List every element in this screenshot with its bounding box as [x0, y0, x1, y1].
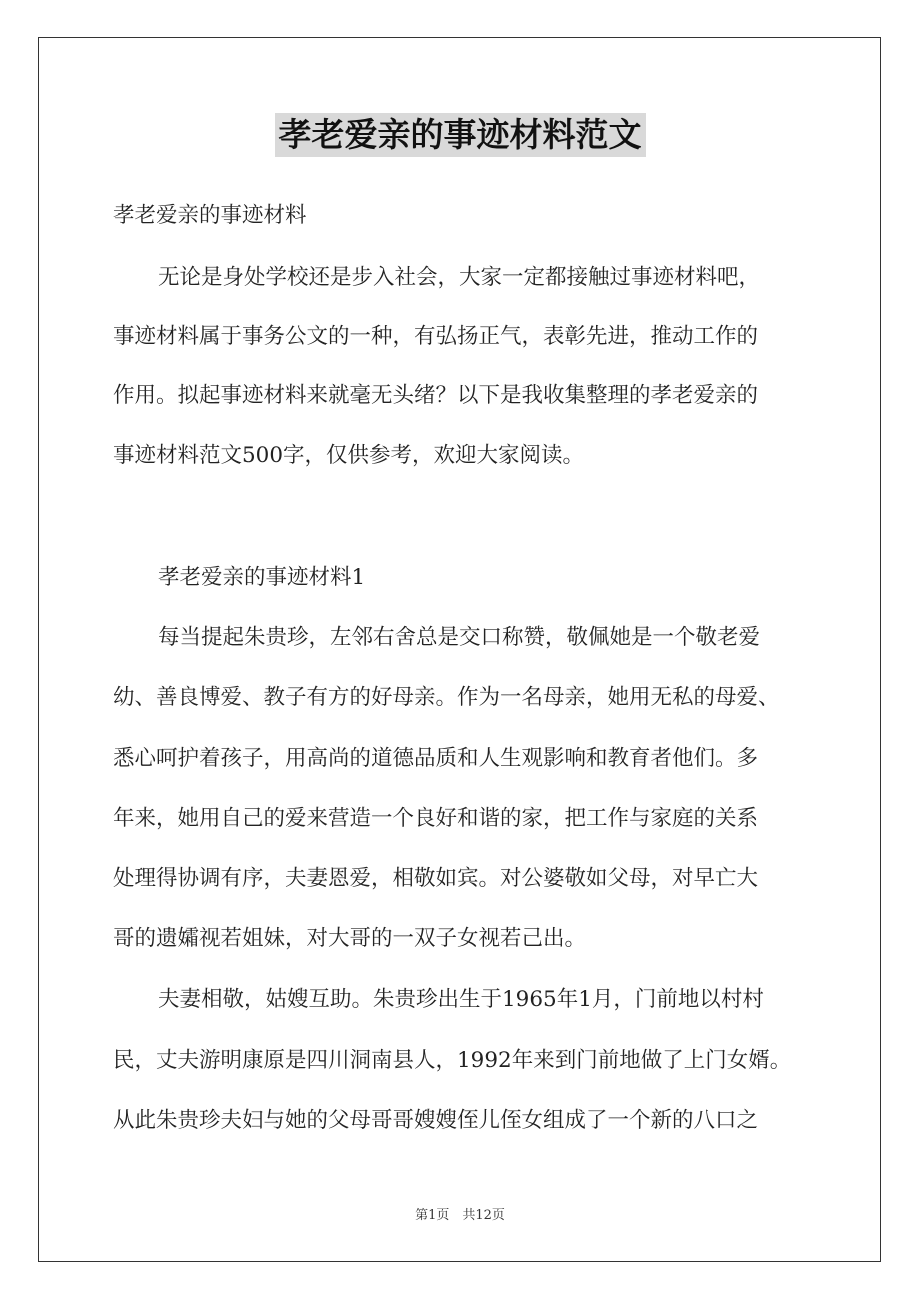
intro-line: 无论是身处学校还是步入社会，大家一定都接触过事迹材料吧， [158, 265, 761, 290]
paragraph2-line: 夫妻相敬，姑嫂互助。朱贵珍出生于1965年1月，门前地以村村 [158, 987, 764, 1012]
section-heading: 孝老爱亲的事迹材料1 [158, 565, 366, 590]
paragraph1-line: 每当提起朱贵珍，左邻右舍总是交口称赞，敬佩她是一个敬老爱 [158, 625, 761, 650]
paragraph2-line: 民，丈夫游明康原是四川洞南县人，1992年来到门前地做了上门女婿。 [113, 1048, 792, 1073]
intro-line: 作用。拟起事迹材料来就毫无头绪？以下是我收集整理的孝老爱亲的 [113, 383, 759, 408]
paragraph1-line: 幼、善良博爱、教子有方的好母亲。作为一名母亲，她用无私的母爱、 [113, 685, 780, 710]
page-footer: 第1页 共12页 [415, 1208, 505, 1223]
paragraph1-line: 悉心呵护着孩子，用高尚的道德品质和人生观影响和教育者他们。多 [113, 746, 759, 771]
paragraph1-line: 年来，她用自己的爱来营造一个良好和谐的家，把工作与家庭的关系 [113, 806, 759, 831]
document-title: 孝老爱亲的事迹材料范文 [275, 113, 646, 157]
paragraph1-line: 哥的遗孀视若姐妹，对大哥的一双子女视若己出。 [113, 926, 587, 951]
paragraph2-line: 从此朱贵珍夫妇与她的父母哥哥嫂嫂侄儿侄女组成了一个新的八口之 [113, 1108, 759, 1133]
intro-line: 事迹材料属于事务公文的一种，有弘扬正气，表彰先进，推动工作的 [113, 324, 759, 349]
title-container [0, 113, 920, 157]
paragraph1-line: 处理得协调有序，夫妻恩爱，相敬如宾。对公婆敬如父母，对早亡大 [113, 866, 759, 891]
document-subtitle: 孝老爱亲的事迹材料 [113, 203, 307, 228]
intro-line: 事迹材料范文500字，仅供参考，欢迎大家阅读。 [113, 443, 585, 468]
